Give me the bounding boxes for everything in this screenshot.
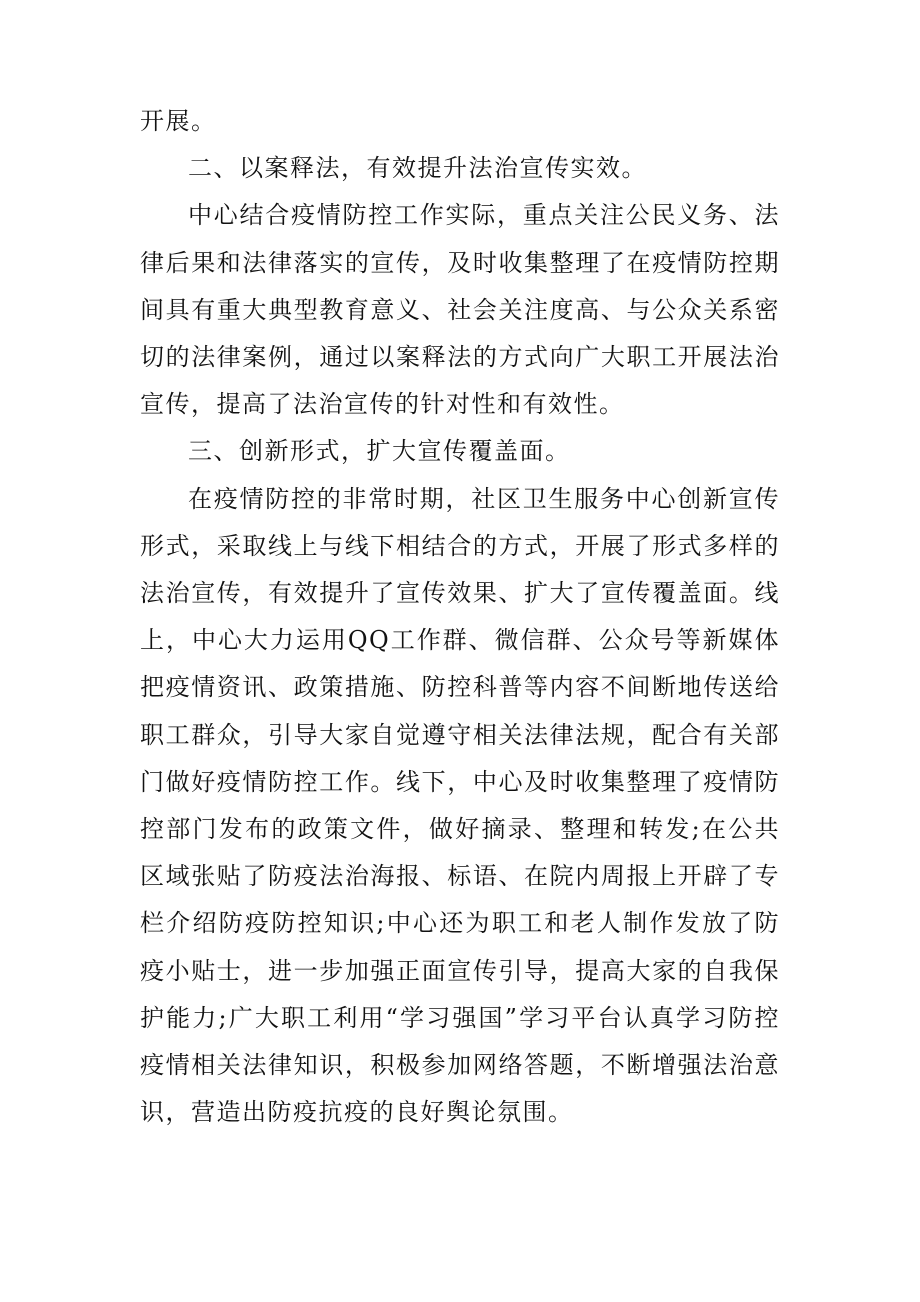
paragraph-continuation: 开展。 [140, 107, 217, 135]
section-heading-two: 二、以案释法，有效提升法治宣传实效。 [188, 154, 647, 183]
paragraph-case-law: 中心结合疫情防控工作实际，重点关注公民义务、法律后果和法律落实的宣传，及时收集整理了在疫情防控期间具有重大典型教育意义、社会关注度高、与公众关系密切的法律案例，通过以案释法的方式向广大职工开展法治宣传，提高了法治宣传的针对性和有效性。 [140, 201, 780, 419]
document-body [140, 98, 780, 1136]
section-heading-three: 三、创新形式，扩大宣传覆盖面。 [188, 437, 571, 466]
paragraph-innovation: 在疫情防控的非常时期，社区卫生服务中心创新宣传形式，采取线上与线下相结合的方式，开展了形式多样的法治宣传，有效提升了宣传效果、扩大了宣传覆盖面。线上，中心大力运用QQ工作群、微信群、公众号等新媒体把疫情资讯、政策措施、防控科普等内容不间断地传送给职工群众，引导大家自觉遵守相关法律法规，配合有关部门做好疫情防控工作。线下，中心及时收集整理了疫情防控部门发布的政策文件，做好摘录、整理和转发;在公共区域张贴了防疫法治海报、标语、在院内周报上开辟了专栏介绍防疫防控知识;中心还为职工和老人制作发放了防疫小贴士，进一步加强正面宣传引导，提高大家的自我保护能力;广大职工利用“学习强国”学习平台认真学习防控疫情相关法律知识，积极参加网络答题，不断增强法治意识，营造出防疫抗疫的良好舆论氛围。 [140, 484, 780, 1127]
